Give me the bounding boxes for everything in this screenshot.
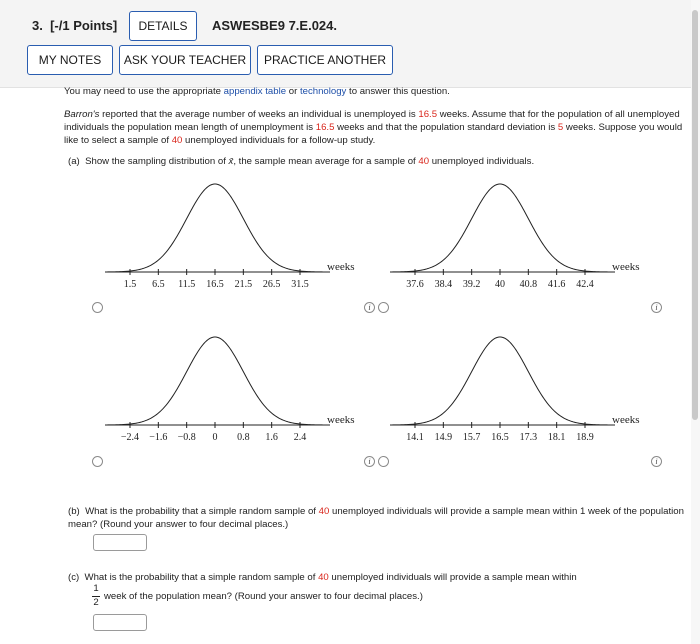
x-tick-label: 1.6 — [265, 432, 278, 443]
x-tick-label: 6.5 — [152, 279, 165, 290]
part-a-prompt: (a) Show the sampling distribution of x̄, the sample mean average for a sample of 40 unemployed individuals. — [68, 156, 535, 167]
option-2-radio[interactable] — [378, 302, 389, 313]
x-tick-label: 14.1 — [406, 432, 424, 443]
normal-curve — [105, 337, 325, 425]
info-icon[interactable]: i — [364, 302, 375, 313]
practice-another-button[interactable]: PRACTICE ANOTHER — [257, 45, 393, 75]
x-axis-label: weeks — [612, 414, 640, 426]
my-notes-button[interactable]: MY NOTES — [27, 45, 113, 75]
option-4-chart — [385, 323, 655, 453]
part-b-prompt: (b) What is the probability that a simple random sample of 40 unemployed individuals will provide a sample mean within 1 week of the population mean? (Round your answer to four decimal places.) — [68, 506, 684, 530]
normal-curve — [390, 184, 610, 272]
appendix-table-link[interactable]: appendix table — [223, 86, 287, 97]
x-tick-label: 40.8 — [519, 279, 538, 290]
x-tick-label: 31.5 — [291, 279, 309, 290]
x-tick-label: 39.2 — [462, 279, 481, 290]
x-tick-label: 37.6 — [406, 279, 424, 290]
x-tick-label: 1.5 — [123, 279, 137, 290]
ask-your-teacher-button[interactable]: ASK YOUR TEACHER — [119, 45, 251, 75]
option-2-chart — [385, 170, 655, 300]
part-c-answer-input[interactable] — [93, 614, 147, 631]
x-tick-label: 14.9 — [434, 432, 453, 443]
part-c-prompt-line2: week of the population mean? (Round your answer to four decimal places.) — [104, 591, 423, 602]
x-tick-label: 11.5 — [178, 279, 196, 290]
question-number: 3. [-/1 Points] — [32, 18, 118, 33]
x-tick-label: 41.6 — [547, 279, 566, 290]
details-button[interactable]: DETAILS — [129, 11, 197, 41]
x-tick-label: −1.6 — [149, 432, 168, 443]
x-tick-label: 18.1 — [547, 432, 566, 443]
x-tick-label: 38.4 — [434, 279, 453, 290]
x-tick-label: 26.5 — [262, 279, 281, 290]
option-1-chart — [100, 170, 370, 300]
x-tick-label: 17.3 — [519, 432, 538, 443]
x-axis-label: weeks — [327, 414, 355, 426]
x-tick-label: 40 — [495, 279, 505, 290]
technology-link[interactable]: technology — [299, 86, 347, 97]
option-4-radio[interactable] — [378, 456, 389, 467]
fraction-numerator: 1 — [93, 583, 99, 594]
x-tick-label: −2.4 — [120, 432, 140, 443]
option-1-radio[interactable] — [92, 302, 103, 313]
x-tick-label: 0 — [212, 432, 218, 443]
x-tick-label: 18.9 — [576, 432, 594, 443]
option-3-chart — [100, 323, 370, 453]
info-icon[interactable]: i — [651, 302, 662, 313]
info-icon[interactable]: i — [651, 456, 662, 467]
x-tick-label: 16.5 — [206, 279, 224, 290]
x-tick-label: −0.8 — [177, 432, 196, 443]
normal-curve — [105, 184, 325, 272]
intro-text: You may need to use the appropriate appendix table or technology to answer this question. — [64, 86, 450, 97]
question-header — [0, 0, 700, 88]
normal-curve — [390, 337, 610, 425]
x-tick-label: 21.5 — [234, 279, 253, 290]
x-tick-label: 16.5 — [491, 432, 509, 443]
fraction-denominator: 2 — [93, 597, 99, 608]
x-tick-label: 0.8 — [237, 432, 250, 443]
part-c-prompt-line1: (c) What is the probability that a simple random sample of 40 unemployed individuals will provide a sample mean within — [68, 572, 577, 583]
x-axis-label: weeks — [327, 261, 355, 273]
scrollbar-thumb[interactable] — [692, 10, 698, 420]
info-icon[interactable]: i — [364, 456, 375, 467]
x-tick-label: 15.7 — [462, 432, 481, 443]
question-id: ASWESBE9 7.E.024. — [212, 18, 337, 33]
part-b-answer-input[interactable] — [93, 534, 147, 551]
problem-statement: Barron's reported that the average number of weeks an individual is unemployed is 16.5 weeks. Assume that for the population of all unemployed individuals the population mean length of unemployment is 16.5 weeks and that the population standard deviation is 5 weeks. Suppose you would like to select a sample of 40 unemployed individuals for a follow-up study. — [64, 109, 683, 146]
x-tick-label: 42.4 — [576, 279, 594, 290]
points-label: [-/1 Points] — [50, 18, 118, 33]
option-3-radio[interactable] — [92, 456, 103, 467]
x-tick-label: 2.4 — [293, 432, 307, 443]
x-axis-label: weeks — [612, 261, 640, 273]
scrollbar[interactable] — [691, 0, 700, 644]
